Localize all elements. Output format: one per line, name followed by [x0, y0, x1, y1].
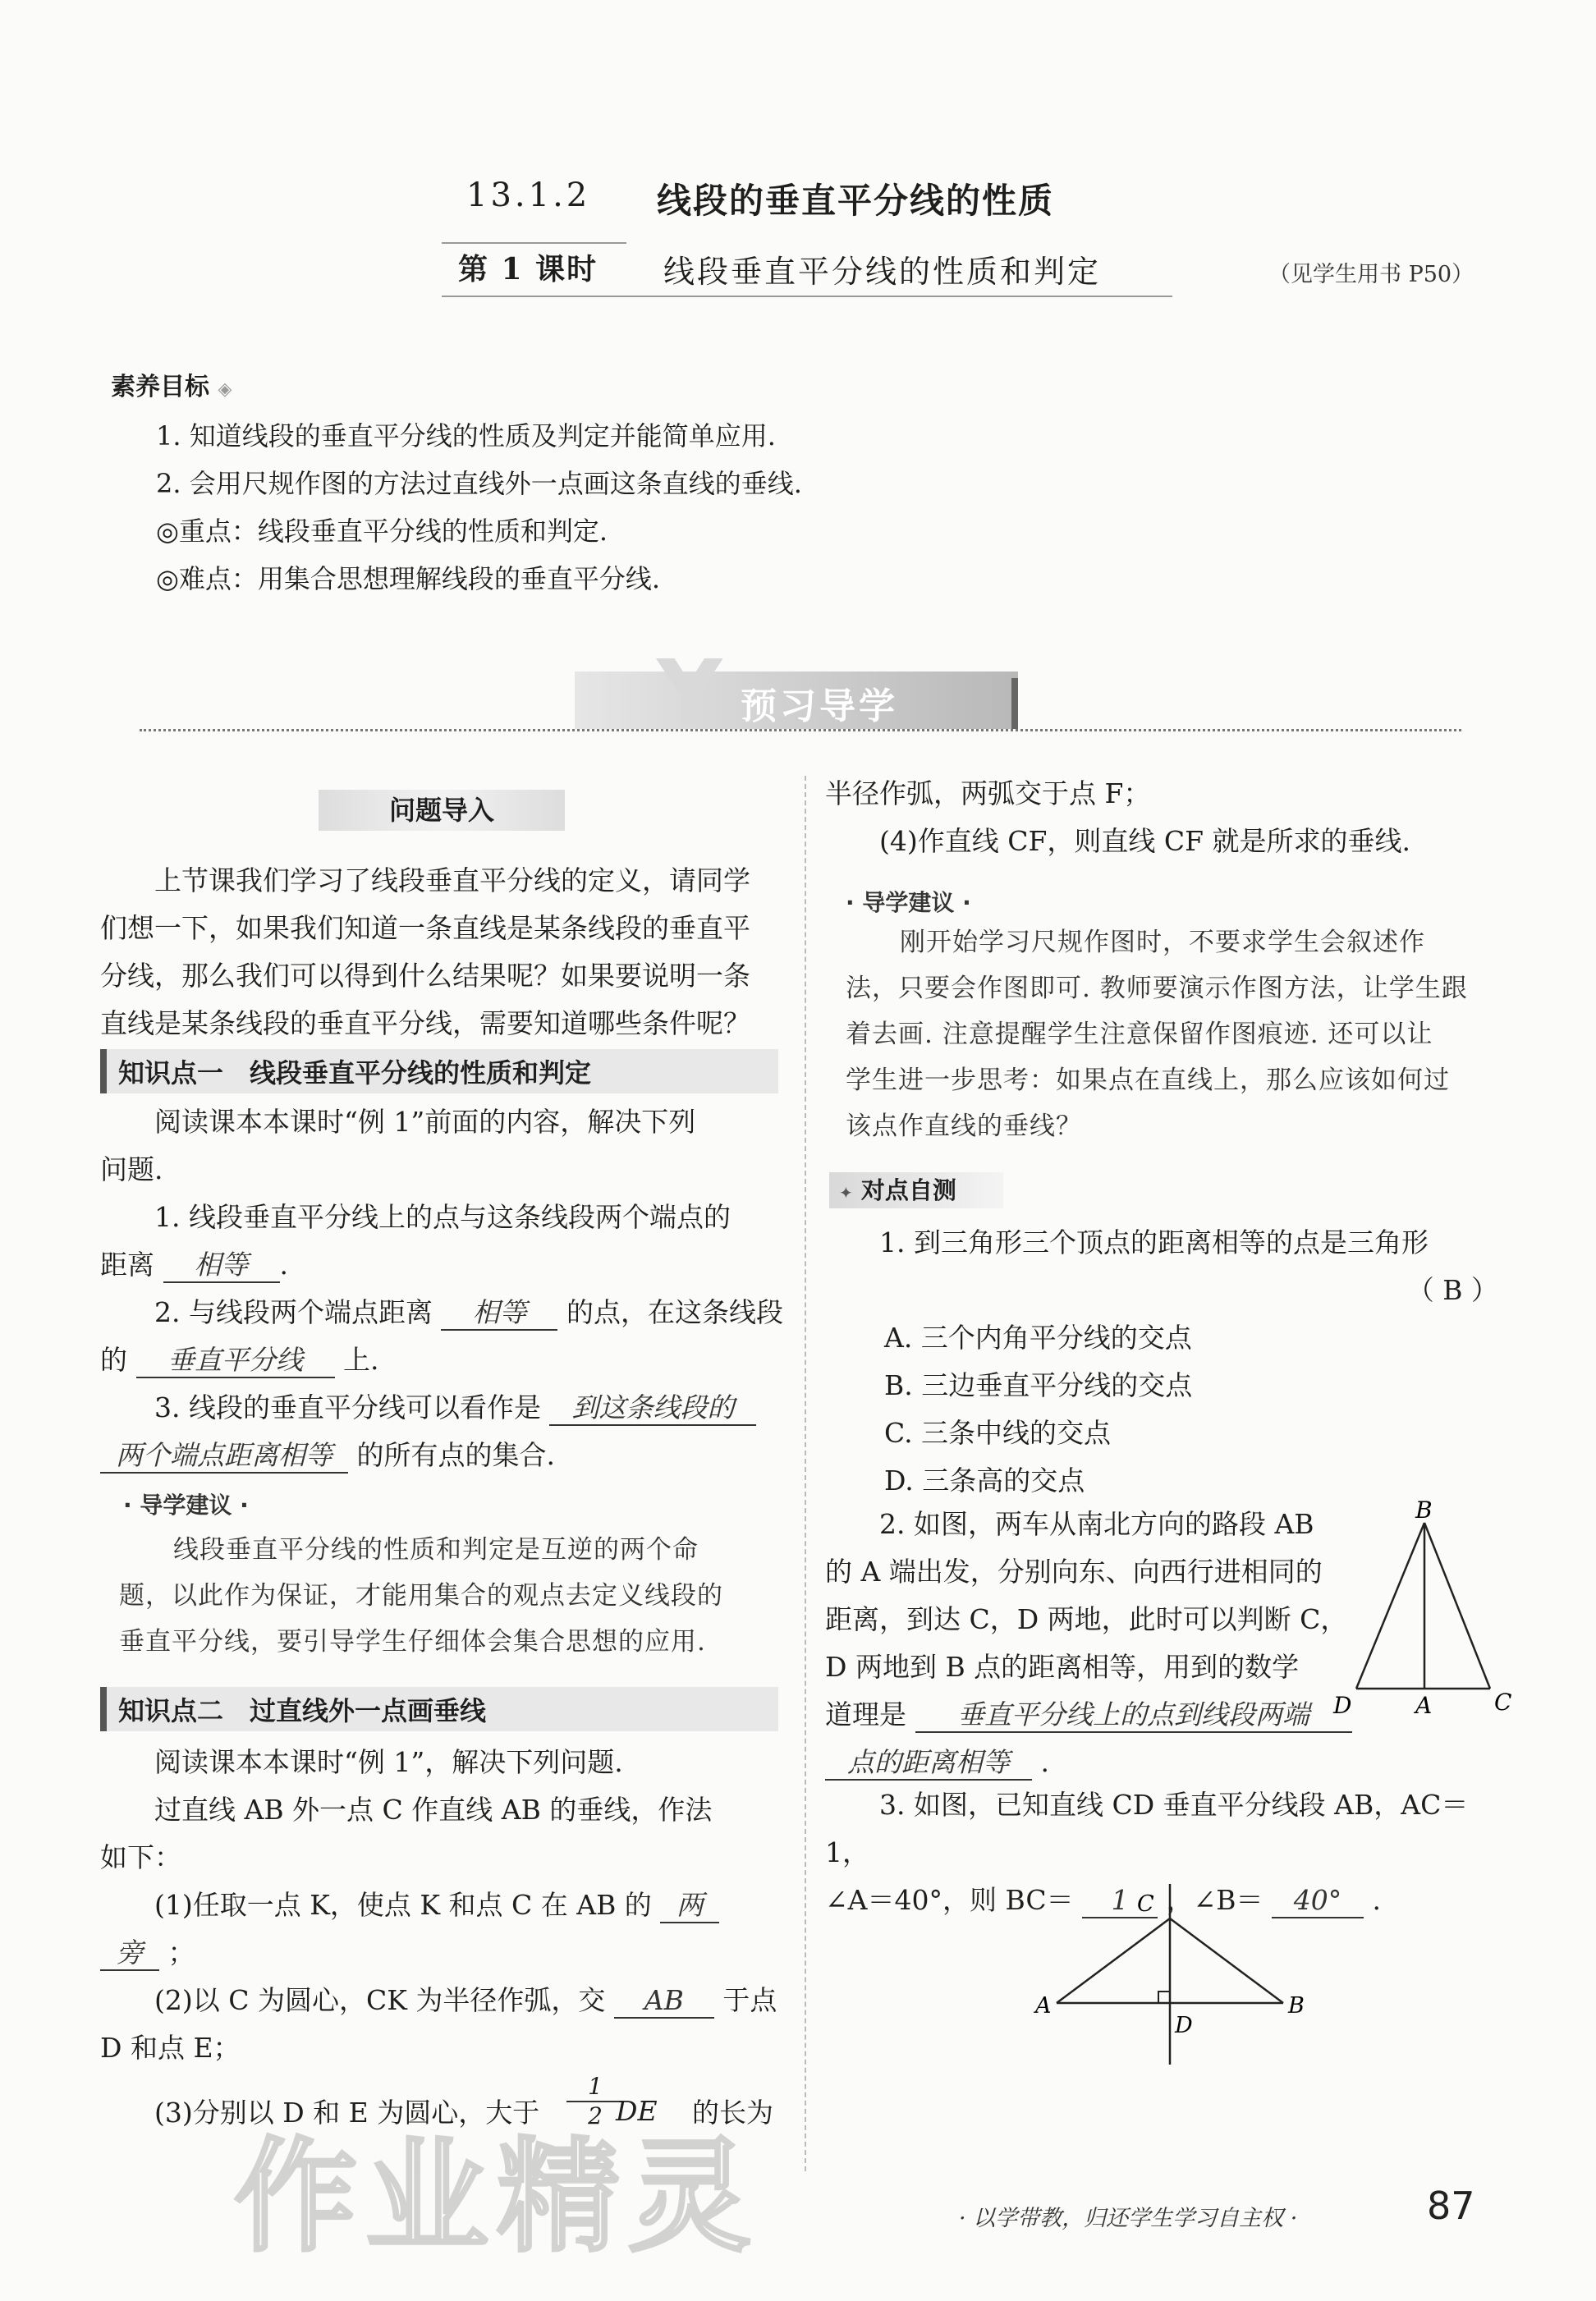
intro-line: 们想一下，如果我们知道一条直线是某条线段的垂直平	[100, 912, 750, 944]
problem-2-line: D 两地到 B 点的距离相等，用到的数学	[825, 1651, 1300, 1683]
q3-line	[100, 1384, 790, 1432]
tip-1-text	[119, 1527, 776, 1665]
tip-2-line: 法，只要会作图即可. 教师要演示作图方法，让学生跟	[846, 974, 1468, 1003]
tip-1-line: 题，以此作为保证，才能用集合的观点去定义线段的	[119, 1581, 723, 1611]
q2-de: 的	[100, 1344, 127, 1376]
problem-3-answer-blank-2[interactable]: 40°	[1272, 1884, 1364, 1918]
fig1-label-a: A	[1415, 1692, 1433, 1719]
tip-2-line: 刚开始学习尺规作图时，不要求学生会叙述作	[900, 928, 1425, 957]
q3-line2	[100, 1432, 790, 1479]
problem-1-answer: （ B ）	[1406, 1274, 1498, 1306]
column-divider	[805, 776, 806, 2171]
section-number: 13.1.2	[466, 176, 591, 214]
fig2-label-c: C	[1137, 1891, 1154, 1917]
problem-2-prefix: 道理是	[825, 1698, 906, 1730]
q2-prefix: 2. 与线段两个端点距离	[154, 1296, 433, 1328]
step-2-tail: 于点	[722, 1984, 777, 2016]
step-3-tail: 的长为	[692, 2097, 773, 2129]
problem-1	[825, 1219, 1507, 1505]
figure-triangle	[1322, 1498, 1519, 1720]
fig2-side-bc	[1170, 1918, 1283, 2003]
tip-2-line: 着去画. 注意提醒学生注意保留作图痕迹. 还可以让	[846, 1020, 1433, 1049]
lesson-rule	[442, 242, 626, 244]
figure-perpendicular-bisector	[1030, 1880, 1309, 2069]
problem-1-option[interactable]: B. 三边垂直平分线的交点	[884, 1369, 1193, 1401]
fig1-side-bc	[1424, 1523, 1490, 1689]
kp1-read2: 问题.	[100, 1153, 163, 1185]
problem-2-end: .	[1040, 1746, 1049, 1778]
q2-answer-blank-2[interactable]: 垂直平分线	[136, 1344, 335, 1378]
problem-2	[825, 1501, 1351, 1691]
tip-1-label: · 导学建议 ·	[123, 1492, 249, 1519]
tip-1-line: 线段垂直平分线的性质和判定是互逆的两个命	[173, 1535, 699, 1565]
banner-end-bar	[1011, 678, 1018, 729]
intro-line: 上节课我们学习了线段垂直平分线的定义，请同学	[154, 864, 750, 896]
fig2-right-angle-mark	[1158, 1992, 1170, 2003]
q1-line: 1. 线段垂直平分线上的点与这条线段两个端点的	[154, 1201, 731, 1233]
banner-title: 预习导学	[741, 685, 898, 727]
self-test-label	[829, 1172, 1003, 1208]
intro-title	[319, 790, 565, 831]
goal-item: ◎重点：线段垂直平分线的性质和判定.	[156, 516, 608, 547]
fraction-numerator: 1	[566, 2073, 624, 2102]
step-3-text: (3)分别以 D 和 E 为圆心，大于	[154, 2097, 540, 2129]
fig1-label-c: C	[1494, 1689, 1512, 1716]
fig1-label-b: B	[1415, 1498, 1433, 1524]
step-1-line2	[100, 1929, 790, 1977]
q3-end: 的所有点的集合.	[356, 1439, 555, 1471]
problem-3-middle: ，∠B＝	[1166, 1884, 1264, 1916]
problem-2-reason-line2	[825, 1739, 1507, 1786]
kp2-intro2: 如下：	[100, 1841, 181, 1873]
kp1-read: 阅读课本本课时“例 1”前面的内容，解决下列	[154, 1106, 696, 1138]
step-2-line2: D 和点 E；	[100, 2032, 241, 2064]
goals-list	[156, 412, 802, 603]
step-4-line: (4)作直线 CF，则直线 CF 就是所求的垂线.	[879, 825, 1410, 857]
problem-3-end: .	[1372, 1884, 1381, 1916]
problem-2-line: 的 A 端出发，分别向东、向西行进相同的	[825, 1556, 1323, 1588]
page-number: 87	[1427, 2184, 1475, 2228]
problem-2-answer-blank-1[interactable]: 垂直平分线上的点到线段两端	[915, 1698, 1352, 1733]
right-continuation	[825, 770, 1507, 865]
problem-3-answer-blank-1[interactable]: 1	[1082, 1884, 1158, 1918]
tip-2-label: · 导学建议 ·	[846, 889, 971, 916]
lesson-underline	[442, 296, 1172, 297]
q2-line2	[100, 1336, 790, 1384]
step-3-var: DE	[616, 2095, 658, 2127]
kp2-intro: 过直线 AB 外一点 C 作直线 AB 的垂线，作法	[154, 1794, 713, 1826]
goals-label	[111, 366, 232, 402]
watermark-logo: 作业精灵	[234, 2126, 760, 2269]
tip-2-line: 该点作直线的垂线？	[846, 1112, 1082, 1141]
step-2-answer-blank[interactable]: AB	[614, 1984, 714, 2019]
problem-1-stem: 1. 到三角形三个顶点的距离相等的点是三角形	[879, 1226, 1429, 1258]
problem-2-answer-blank-2[interactable]: 点的距离相等	[825, 1746, 1032, 1781]
tip-2-line: 学生进一步思考：如果点在直线上，那么应该如何过	[846, 1066, 1450, 1095]
intro-title-text: 问题导入	[388, 795, 494, 826]
kp2-read: 阅读课本本课时“例 1”，解决下列问题.	[154, 1746, 623, 1778]
goals-label-text: 素养目标	[111, 373, 209, 401]
step-1-text: (1)任取一点 K，使点 K 和点 C 在 AB 的	[154, 1889, 652, 1921]
problem-1-option[interactable]: A. 三个内角平分线的交点	[884, 1322, 1192, 1354]
q3-prefix: 3. 线段的垂直平分线可以看作是	[154, 1391, 541, 1423]
banner-letter: Y	[657, 640, 722, 745]
section-title: 线段的垂直平分线的性质	[657, 181, 1055, 221]
intro-line: 直线是某条线段的垂直平分线，需要知道哪些条件呢？	[100, 1007, 750, 1039]
step-2-text: (2)以 C 为圆心，CK 为半径作弧，交	[154, 1984, 606, 2016]
step-2-line	[100, 1977, 790, 2024]
step-1-answer-blank-1[interactable]: 两	[660, 1889, 719, 1923]
problem-1-option[interactable]: C. 三条中线的交点	[884, 1417, 1112, 1449]
q1-line2: 距离 相等 .	[100, 1241, 790, 1289]
problem-1-option[interactable]: D. 三条高的交点	[884, 1464, 1085, 1497]
fig2-label-d: D	[1175, 2013, 1193, 2038]
goal-item: 2. 会用尺规作图的方法过直线外一点画这条直线的垂线.	[156, 468, 802, 499]
self-test-label-text: 对点自测	[860, 1176, 956, 1204]
step-1-line	[100, 1882, 790, 1929]
star-icon: ✦	[839, 1183, 853, 1203]
step-1-answer-blank-2[interactable]: 旁	[100, 1937, 159, 1971]
kp1-body	[100, 1098, 790, 1479]
q2-line	[100, 1289, 790, 1336]
kp2-body	[100, 1739, 790, 2072]
book-reference: （见学生用书 P50）	[1268, 262, 1474, 287]
fraction-denominator: 2	[588, 2102, 603, 2129]
banner-dotted-line	[140, 729, 1461, 731]
problem-3-prefix: ∠A＝40°，则 BC＝	[825, 1884, 1074, 1916]
fig2-side-ac	[1057, 1918, 1170, 2003]
step-3-cont: 半径作弧，两弧交于点 F；	[825, 777, 1151, 809]
fig1-label-d: D	[1333, 1692, 1352, 1719]
tip-1-line: 垂直平分线，要引导学生仔细体会集合思想的应用.	[119, 1627, 706, 1657]
knowledge-point-1-title: 知识点一 线段垂直平分线的性质和判定	[100, 1049, 778, 1093]
intro-paragraph	[100, 857, 750, 1047]
problem-2-line: 距离，到达 C，D 两地，此时可以判断 C，	[825, 1603, 1348, 1635]
knowledge-point-2-title: 知识点二 过直线外一点画垂线	[100, 1687, 778, 1731]
q2-end: 上.	[343, 1344, 379, 1376]
fig2-label-a: A	[1035, 1993, 1052, 2019]
lesson-label: 第 1 课时	[458, 252, 598, 286]
diamond-icon: ◈	[218, 379, 232, 400]
q2-middle: 的点，在这条线段	[566, 1296, 783, 1328]
goal-item: ◎难点：用集合思想理解线段的垂直平分线.	[156, 563, 661, 594]
q3-answer-blank-1[interactable]: 到这条线段的	[549, 1391, 756, 1426]
problem-2-line: 2. 如图，两车从南北方向的路段 AB	[879, 1508, 1314, 1540]
fig1-side-bd	[1356, 1523, 1424, 1689]
step-1-end: ；	[167, 1937, 195, 1969]
q3-answer-blank-2[interactable]: 两个端点距离相等	[100, 1439, 348, 1474]
problem-3-line: 3. 如图，已知直线 CD 垂直平分线段 AB，AC＝1，	[825, 1789, 1469, 1868]
q2-answer-blank-1[interactable]: 相等	[441, 1296, 557, 1331]
goal-item: 1. 知道线段的垂直平分线的性质及判定并能简单应用.	[156, 420, 776, 451]
footer-slogan: · 以学带教，归还学生学习自主权 ·	[959, 2206, 1298, 2231]
intro-line: 分线，那么我们可以得到什么结果呢？如果要说明一条	[100, 960, 750, 992]
lesson-title: 线段垂直平分线的性质和判定	[663, 254, 1102, 290]
tip-2-text	[846, 919, 1511, 1149]
q1-prefix: 距离	[100, 1249, 154, 1281]
fig2-label-b: B	[1288, 1993, 1305, 2019]
q1-answer-blank[interactable]: 相等	[163, 1249, 280, 1283]
